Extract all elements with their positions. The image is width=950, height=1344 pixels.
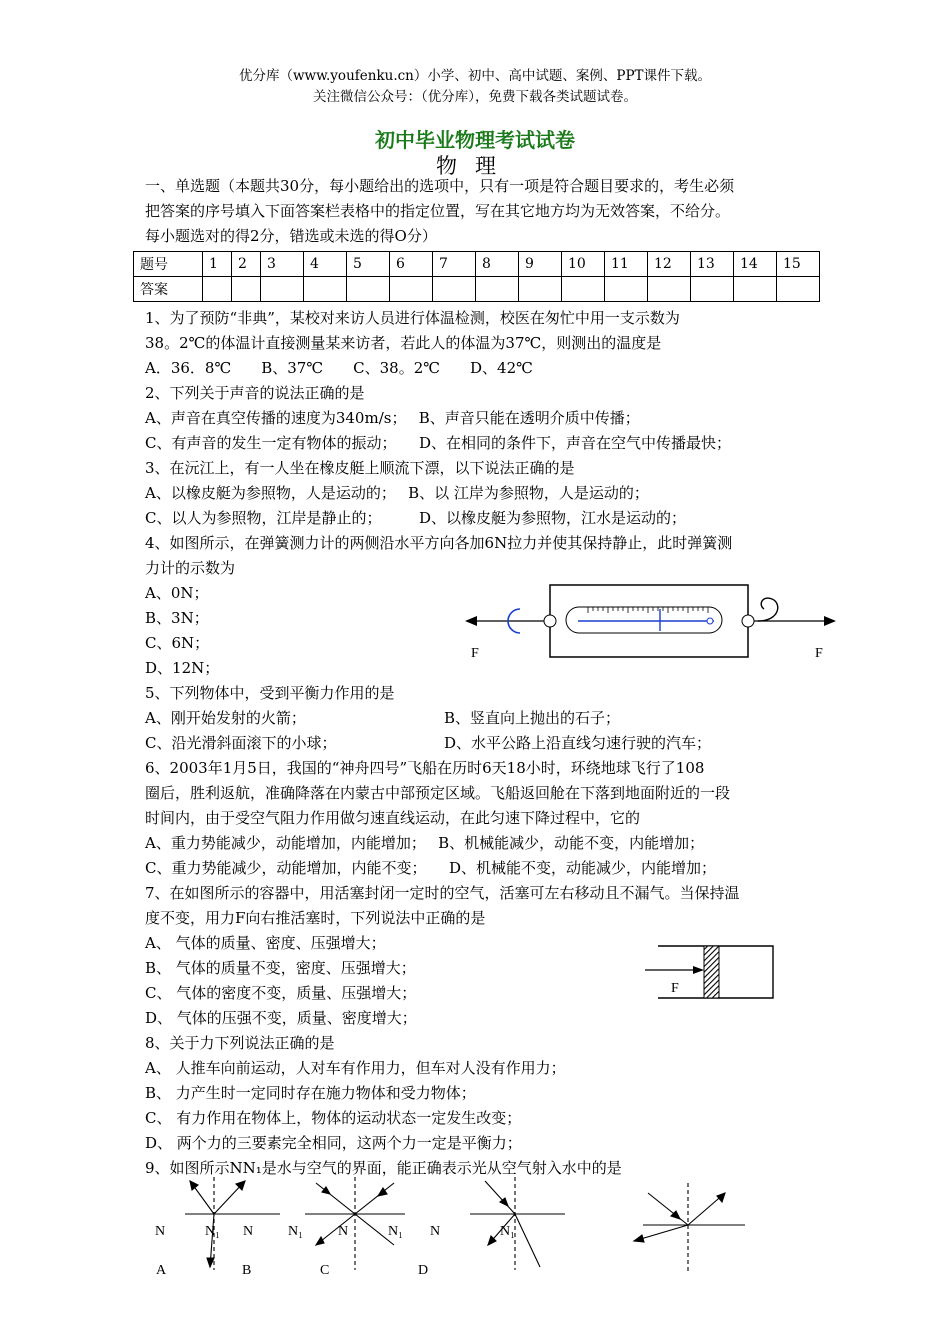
question-2-line: 2、下列关于声音的说法正确的是	[145, 384, 365, 402]
question-8-option: C、 有力作用在物体上，物体的运动状态一定发生改变；	[145, 1109, 522, 1127]
section1-line: 把答案的序号填入下面答案栏表格中的指定位置，写在其它地方均为无效答案，不给分。	[145, 202, 731, 220]
question-7-option: C、 气体的密度不变，质量、压强增大；	[145, 984, 417, 1002]
table-cell: 2	[232, 252, 261, 277]
answer-cell[interactable]	[648, 277, 691, 302]
section1-line: 一、单选题（本题共30分，每小题给出的选项中，只有一项是符合题目要求的，考生必须	[145, 177, 735, 195]
question-6-line: 时间内，由于受空气阻力作用做匀速直线运动，在此匀速下降过程中，它的	[145, 809, 641, 827]
question-3-option: A、以橡皮艇为参照物，人是运动的； B、以 江岸为参照物，人是运动的；	[145, 484, 649, 502]
table-cell: 10	[562, 252, 605, 277]
table-cell: 11	[605, 252, 648, 277]
exam-title: 初中毕业物理考试试卷	[375, 128, 575, 152]
table-cell: 15	[777, 252, 820, 277]
question-9-line: 9、如图所示NN₁是水与空气的界面，能正确表示光从空气射入水中的是	[145, 1159, 622, 1177]
answer-cell[interactable]	[777, 277, 820, 302]
table-cell: 4	[304, 252, 347, 277]
question-4-option: D、12N；	[145, 659, 220, 677]
answer-cell[interactable]	[734, 277, 777, 302]
question-7-option: B、 气体的质量不变，密度、压强增大；	[145, 959, 416, 977]
table-cell: 3	[261, 252, 304, 277]
diagram-d-label: D	[418, 1263, 429, 1278]
table-cell: 13	[691, 252, 734, 277]
diagram-c-n1-label: N₁	[288, 1224, 303, 1239]
diagram-a-n-label: N	[155, 1224, 166, 1239]
question-5-option: B、竖直向上抛出的石子；	[444, 709, 621, 727]
diagram-a-n-right-label: N	[243, 1224, 254, 1239]
question-8-option: D、 两个力的三要素完全相同，这两个力一定是平衡力；	[145, 1134, 522, 1152]
answer-table	[133, 251, 820, 302]
question-6-option: C、重力势能减少，动能增加，内能不变； D、机械能不变，动能减少，内能增加；	[145, 859, 717, 877]
question-3-line: 3、在沅江上，有一人坐在橡皮艇上顺流下漂，以下说法正确的是	[145, 459, 575, 477]
table-cell: 6	[390, 252, 433, 277]
answer-cell[interactable]	[232, 277, 261, 302]
table-cell: 14	[734, 252, 777, 277]
question-8-line: 8、关于力下列说法正确的是	[145, 1034, 335, 1052]
question-3-option: C、以人为参照物，江岸是静止的； D、以橡皮艇为参照物，江水是运动的；	[145, 509, 687, 527]
answer-cell[interactable]	[562, 277, 605, 302]
question-7-option: A、 气体的质量、密度、压强增大；	[145, 934, 386, 952]
question-1-line: 1、为了预防“非典”，某校对来访人员进行体温检测，校医在匆忙中用一支示数为	[145, 309, 680, 327]
answer-cell[interactable]	[203, 277, 232, 302]
question-5-option: A、刚开始发射的火箭；	[145, 709, 306, 727]
header-line-1: 优分库（www.youfenku.cn）小学、初中、高中试题、案例、PPT课件下载。	[238, 68, 712, 84]
answer-table-number-row	[134, 252, 820, 277]
diagram-c-n-label: N	[338, 1224, 349, 1239]
diagram-a-n1-label: N₁	[205, 1224, 220, 1239]
table-cell: 9	[519, 252, 562, 277]
question-1-line: 38。2℃的体温计直接测量某来访者，若此人的体温为37℃，则测出的温度是	[145, 334, 662, 352]
question-8-option: A、 人推车向前运动，人对车有作用力，但车对人没有作用力；	[145, 1059, 566, 1077]
spring-force-label-left: F	[471, 646, 479, 661]
answer-cell[interactable]	[691, 277, 734, 302]
question-5-option: D、水平公路上沿直线匀速行驶的汽车；	[444, 734, 712, 752]
question-1-options: A．36．8℃ B、37℃ C、38。2℃ D、42℃	[145, 359, 533, 377]
table-cell: 5	[347, 252, 390, 277]
table-cell: 1	[203, 252, 232, 277]
answer-cell[interactable]	[433, 277, 476, 302]
spring-scale-figure	[462, 583, 842, 673]
diagram-c-label: C	[320, 1263, 330, 1278]
answer-cell[interactable]	[476, 277, 519, 302]
table-cell: 7	[433, 252, 476, 277]
question-5-line: 5、下列物体中，受到平衡力作用的是	[145, 684, 395, 702]
table-header: 答案	[134, 277, 203, 302]
question-4-line: 4、如图所示，在弹簧测力计的两侧沿水平方向各加6N拉力并使其保持静止，此时弹簧测	[145, 534, 733, 552]
answer-cell[interactable]	[390, 277, 433, 302]
question-5-option: C、沿光滑斜面滚下的小球；	[145, 734, 337, 752]
answer-cell[interactable]	[347, 277, 390, 302]
diagram-a-label: A	[156, 1263, 167, 1278]
question-4-option: C、6N；	[145, 634, 210, 652]
question-7-line: 7、在如图所示的容器中，用活塞封闭一定时的空气，活塞可左右移动且不漏气。当保持温	[145, 884, 740, 902]
answer-cell[interactable]	[304, 277, 347, 302]
spring-force-label-right: F	[815, 646, 823, 661]
diagram-d-n-label: N	[430, 1224, 441, 1239]
question-2-option: C、有声音的发生一定有物体的振动； D、在相同的条件下，声音在空气中传播最快；	[145, 434, 732, 452]
answer-table-answer-row	[134, 277, 820, 302]
question-7-line: 度不变，用力F向右推活塞时，下列说法中正确的是	[145, 909, 486, 927]
question-4-line: 力计的示数为	[145, 559, 236, 577]
diagram-d-n1-label: N₁	[500, 1224, 515, 1239]
question-6-option: A、重力势能减少，动能增加，内能增加； B、机械能减少，动能不变，内能增加；	[145, 834, 705, 852]
table-cell: 8	[476, 252, 519, 277]
exam-subtitle: 物理	[436, 154, 514, 178]
diagram-c-n1-right-label: N₁	[388, 1224, 403, 1239]
section1-line: 每小题选对的得2分，错选或未选的得O分）	[145, 227, 437, 245]
diagram-b-label: B	[242, 1263, 252, 1278]
question-8-option: B、 力产生时一定同时存在施力物体和受力物体；	[145, 1084, 476, 1102]
answer-cell[interactable]	[605, 277, 648, 302]
question-6-line: 6、2003年1月5日，我国的“神舟四号”飞船在历时6天18小时，环绕地球飞行了108	[145, 759, 705, 777]
header-line-2: 关注微信公众号：（优分库），免费下载各类试题试卷。	[313, 89, 637, 105]
question-2-option: A、声音在真空传播的速度为340m/s； B、声音只能在透明介质中传播；	[145, 409, 640, 427]
question-6-line: 圈后，胜利返航，准确降落在内蒙古中部预定区域。飞船返回舱在下落到地面附近的一段	[145, 784, 731, 802]
table-header: 题号	[134, 252, 203, 277]
piston-force-label: F	[671, 981, 679, 996]
answer-cell[interactable]	[261, 277, 304, 302]
table-cell: 12	[648, 252, 691, 277]
question-4-option: B、3N；	[145, 609, 209, 627]
piston-figure	[645, 940, 780, 1002]
question-4-option: A、0N；	[145, 584, 209, 602]
question-7-option: D、 气体的压强不变，质量、密度增大；	[145, 1009, 417, 1027]
answer-cell[interactable]	[519, 277, 562, 302]
